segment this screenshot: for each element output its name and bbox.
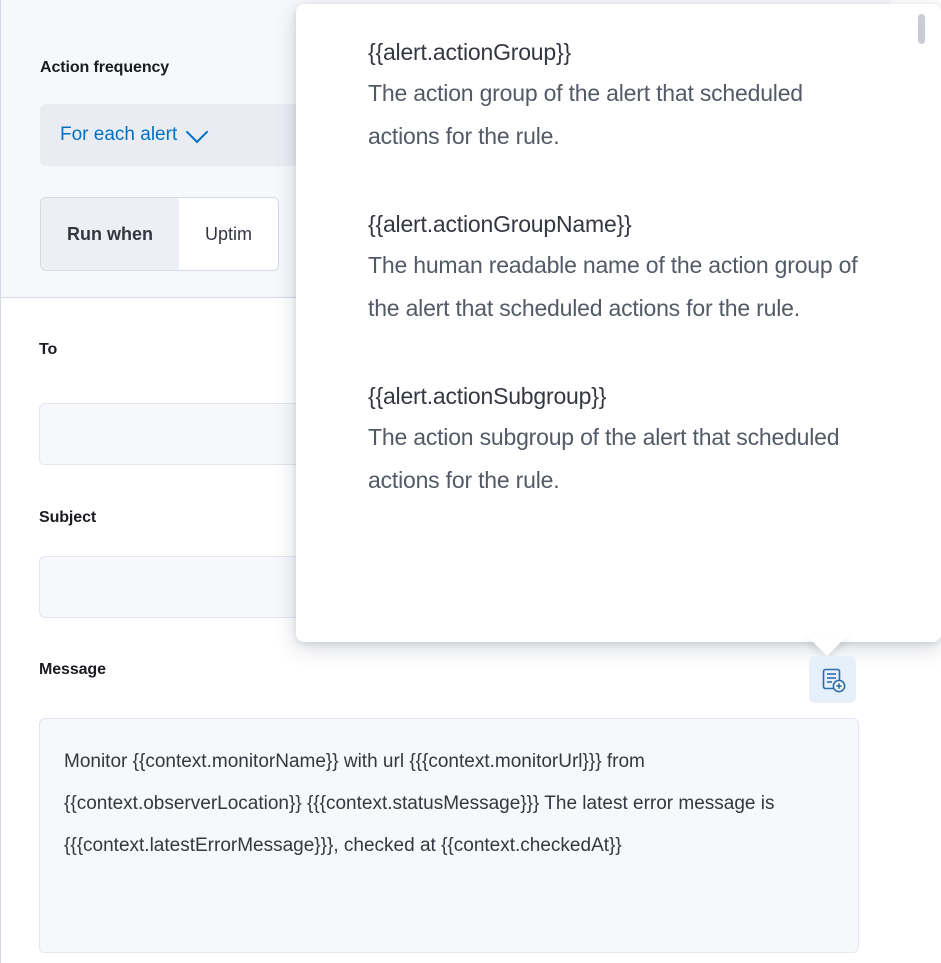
action-frequency-select[interactable] — [40, 104, 306, 166]
variables-list — [296, 4, 941, 642]
variable-description: The human readable name of the action group of the alert that scheduled actions for the rule. — [368, 252, 858, 321]
variable-description: The action subgroup of the alert that scheduled actions for the rule. — [368, 424, 840, 493]
variable-description: The action group of the alert that scheduled actions for the rule. — [368, 80, 803, 149]
popover-arrow — [805, 634, 849, 656]
action-frequency-value: For each alert — [60, 124, 178, 145]
variable-name: {{alert.actionGroup}} — [368, 39, 571, 65]
variables-popover — [296, 4, 941, 642]
variable-name: {{alert.actionSubgroup}} — [368, 383, 607, 409]
run-when-value-tab[interactable]: Uptim — [179, 198, 278, 270]
to-label: To — [39, 341, 58, 358]
list-item[interactable] — [368, 376, 901, 502]
list-item[interactable] — [368, 204, 901, 330]
list-item[interactable] — [368, 32, 901, 158]
run-when-tab[interactable]: Run when — [41, 198, 179, 270]
message-label: Message — [39, 661, 106, 678]
action-frequency-label: Action frequency — [40, 59, 170, 76]
message-textarea[interactable]: Monitor {{context.monitorName}} with url {{{context.monitorUrl}}} from {{context.observerLocation}} {{{context.statusMessage}}} The latest error message is {{{context.latestErrorMessage}}}, checked at {{context.checkedAt}} — [39, 718, 859, 953]
popover-scrollbar[interactable] — [918, 14, 925, 44]
chevron-down-icon — [186, 121, 209, 144]
add-variable-button[interactable] — [809, 656, 856, 703]
variable-name: {{alert.actionGroupName}} — [368, 211, 632, 237]
add-variable-icon — [820, 667, 846, 693]
subject-label: Subject — [39, 509, 97, 526]
run-when-tab-group — [40, 197, 279, 271]
